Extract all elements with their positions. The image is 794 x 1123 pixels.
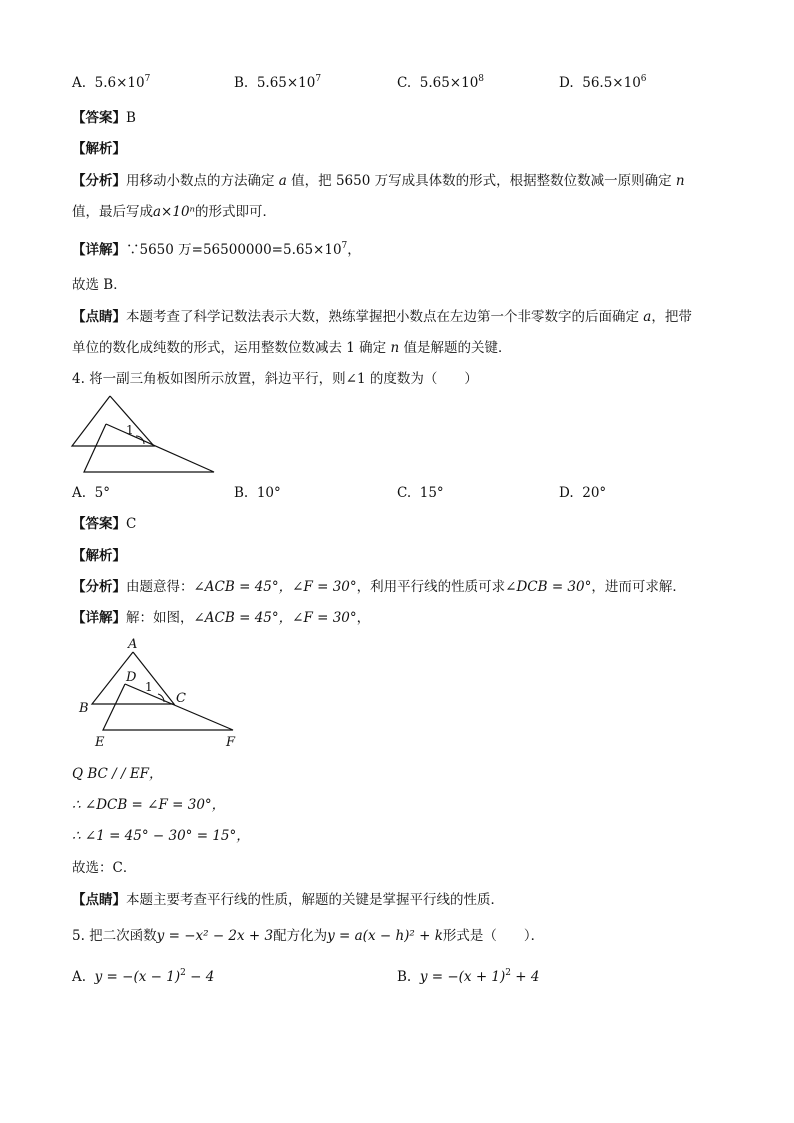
- q3-option-d: D. $56.5\times 10^6$: [559, 74, 647, 91]
- q3-dianjing-line1: 【点睛】本题考查了科学记数法表示大数，熟练掌握把小数点在左边第一个非零数字的后面确定 a，把带: [72, 309, 692, 325]
- sol-label-1: 1: [145, 680, 153, 694]
- q4-jiexi-tag: 【解析】: [72, 548, 126, 564]
- sol-label-d: D: [126, 670, 137, 685]
- q3-option-a: A. $5.6\times 10^7$: [72, 74, 151, 91]
- sol-label-f: F: [226, 735, 236, 750]
- q4-step1: Q BC / / EF，: [72, 766, 163, 782]
- q4-stem: 4. 将一副三角板如图所示放置，斜边平行，则∠1 的度数为（ ）: [72, 371, 478, 387]
- q4-xiangjie: 【详解】解：如图，∠ACB = 45°，∠F = 30°，: [72, 610, 371, 626]
- q4-figure: [66, 392, 220, 478]
- sol-label-b: B: [79, 701, 89, 716]
- q4-dianjing: 【点睛】本题主要考查平行线的性质，解题的关键是掌握平行线的性质．: [72, 892, 504, 908]
- q3-fenxi-line1: 【分析】用移动小数点的方法确定 a 值，把 5650 万写成具体数的形式，根据整数位数减一原则确定 n: [72, 173, 685, 189]
- sol-label-c: C: [176, 691, 186, 706]
- q4-solution-figure: [76, 636, 246, 750]
- q3-xiangjie: 【详解】∵5650 万$=56500000=5.65\times 10^7$，: [72, 241, 361, 258]
- q3-fenxi-line2: 值，最后写成a×10ⁿ的形式即可．: [72, 204, 277, 220]
- q3-guxuan: 故选 B．: [72, 277, 127, 293]
- q4-answer: 【答案】C: [72, 516, 137, 532]
- q4-option-a: A. 5°: [72, 485, 110, 501]
- sol-label-e: E: [95, 735, 105, 750]
- q5-option-b: B. $y = -(x + 1)^2 + 4$: [397, 968, 540, 985]
- q3-jiexi-tag: 【解析】: [72, 141, 126, 157]
- q4-fenxi: 【分析】由题意得：∠ACB = 45°，∠F = 30°，利用平行线的性质可求∠DCB = 30°，进而可求解．: [72, 579, 686, 595]
- q4-option-b: B. 10°: [234, 485, 281, 501]
- q5-option-a: A. $y = -(x - 1)^2 - 4$: [72, 968, 215, 985]
- q3-option-c: C. $5.65\times 10^8$: [397, 74, 485, 91]
- q4-step2: ∴ ∠DCB = ∠F = 30°，: [72, 797, 226, 813]
- q3-dianjing-line2: 单位的数化成纯数的形式，运用整数位数减去 1 确定 n 值是解题的关键．: [72, 340, 512, 356]
- sol-label-a: A: [128, 637, 138, 652]
- q4-option-d: D. 20°: [559, 485, 607, 501]
- q4-option-c: C. 15°: [397, 485, 444, 501]
- q3-answer: 【答案】B: [72, 110, 136, 126]
- q4-fig-angle-arc: [136, 436, 144, 444]
- q4-step3: ∴ ∠1 = 45° − 30° = 15°，: [72, 828, 250, 844]
- q4-fig-triangle-def: [84, 424, 214, 472]
- q4-guxuan: 故选：C．: [72, 860, 137, 876]
- sol-triangle-def: [103, 684, 233, 730]
- q3-option-b: B. $5.65\times 10^7$: [234, 74, 322, 91]
- q4-fig-label-1: 1: [126, 423, 134, 437]
- q5-stem: 5. 把二次函数y = −x² − 2x + 3配方化为y = a(x − h)² + k形式是（ ）．: [72, 928, 545, 944]
